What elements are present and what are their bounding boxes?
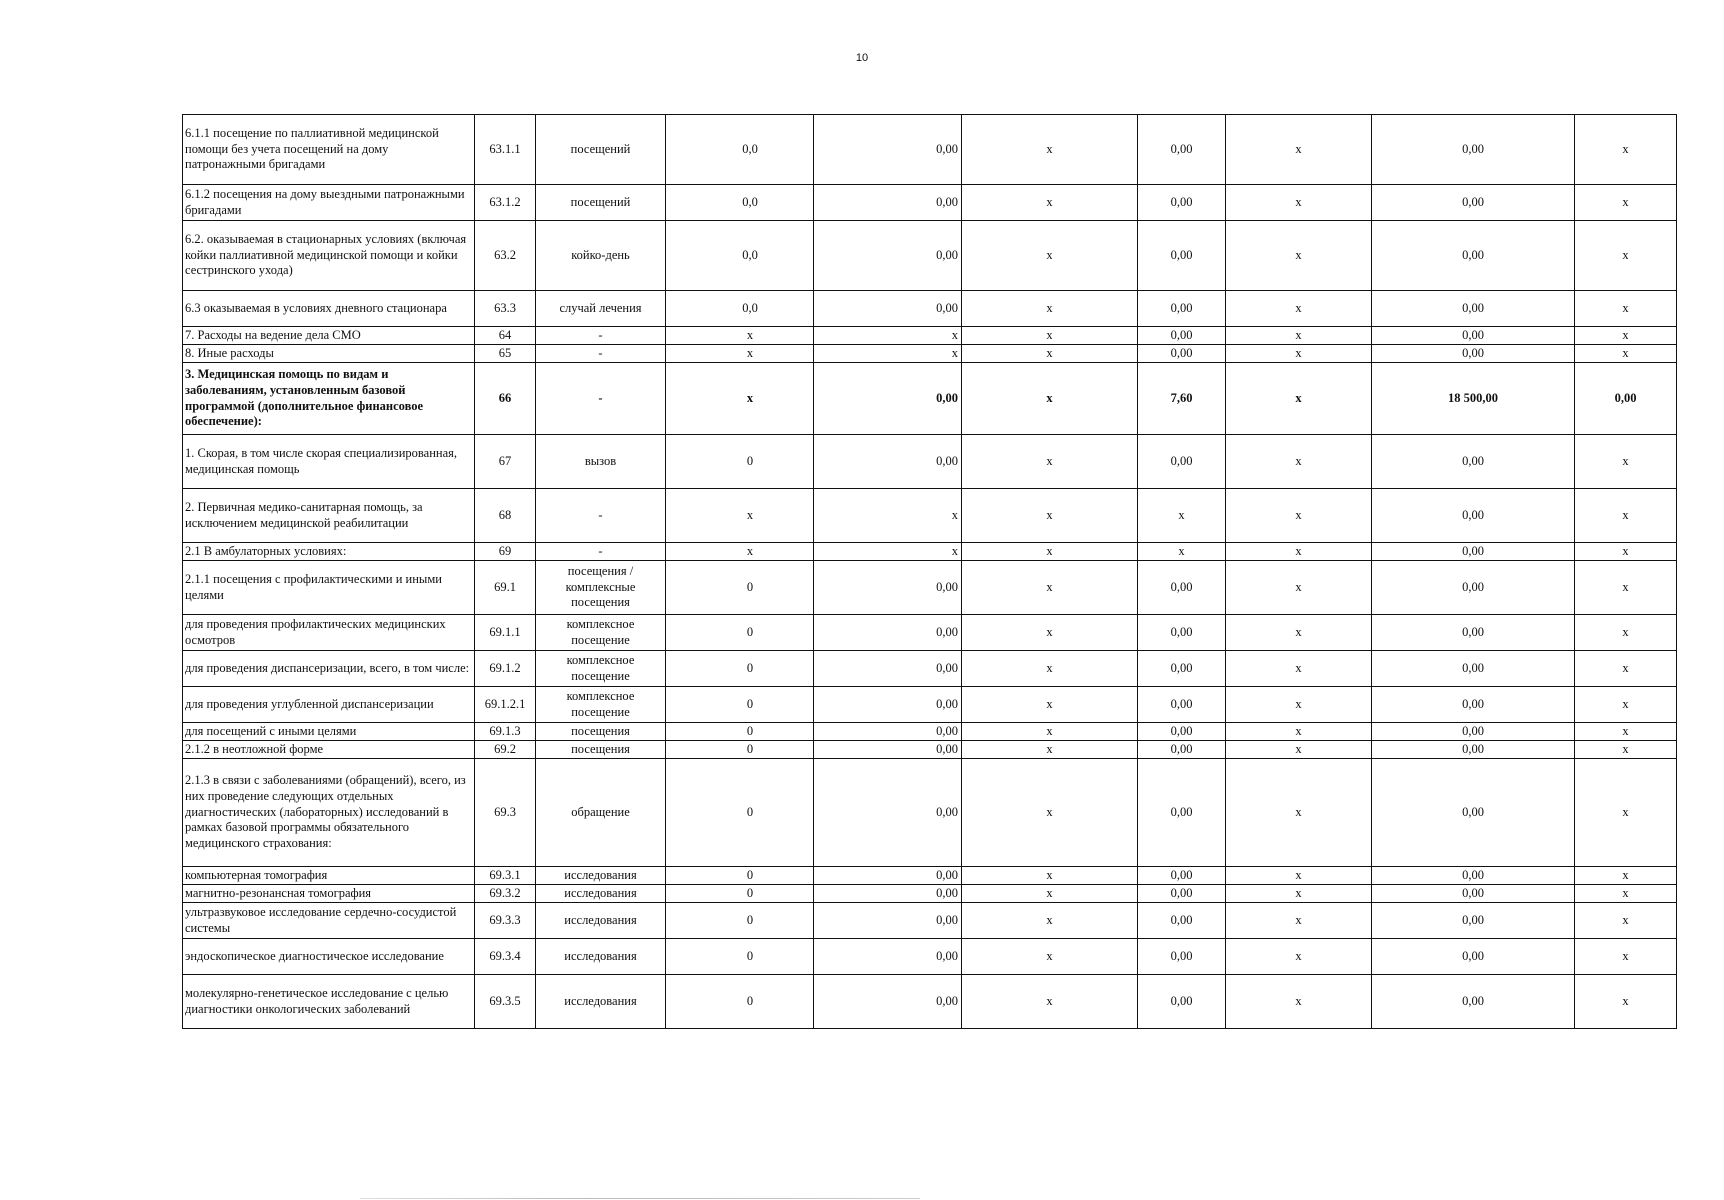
row-code-cell: 63.1.2 (475, 185, 536, 221)
row-code-cell: 69.3.5 (475, 975, 536, 1029)
row-col7-cell: 0,00 (1138, 759, 1226, 867)
row-code-cell: 69.3.2 (475, 885, 536, 903)
row-name-cell: 8. Иные расходы (183, 345, 475, 363)
table-row (183, 345, 1677, 363)
row-col8-cell: х (1226, 975, 1372, 1029)
row-col8-cell: х (1226, 759, 1372, 867)
row-col4-cell: х (666, 345, 814, 363)
row-col5-cell: х (814, 543, 962, 561)
row-col10-cell: х (1575, 345, 1677, 363)
table-row (183, 903, 1677, 939)
row-col8-cell: х (1226, 327, 1372, 345)
row-col6-cell: х (962, 687, 1138, 723)
row-col7-cell: 0,00 (1138, 185, 1226, 221)
financing-table (182, 114, 1677, 1029)
row-unit-cell: посещений (536, 115, 666, 185)
row-code-cell: 63.2 (475, 221, 536, 291)
row-name-cell: для проведения диспансеризации, всего, в том числе: (183, 651, 475, 687)
row-col10-cell: х (1575, 185, 1677, 221)
row-col9-cell: 0,00 (1372, 561, 1575, 615)
row-col4-cell: 0 (666, 903, 814, 939)
row-col9-cell: 0,00 (1372, 435, 1575, 489)
row-code-cell: 69.1.3 (475, 723, 536, 741)
row-col5-cell: 0,00 (814, 939, 962, 975)
row-name-cell: 2.1 В амбулаторных условиях: (183, 543, 475, 561)
row-code-cell: 69.3 (475, 759, 536, 867)
row-col6-cell: х (962, 651, 1138, 687)
row-unit-cell: посещения / комплексные посещения (536, 561, 666, 615)
row-name-cell: ультразвуковое исследование сердечно-сосудистой системы (183, 903, 475, 939)
row-name-cell: 6.1.1 посещение по паллиативной медицинской помощи без учета посещений на дому патронажными бригадами (183, 115, 475, 185)
row-col10-cell: х (1575, 115, 1677, 185)
row-col10-cell: х (1575, 221, 1677, 291)
row-col5-cell: 0,00 (814, 221, 962, 291)
row-code-cell: 69.1.1 (475, 615, 536, 651)
table-row (183, 651, 1677, 687)
row-col9-cell: 0,00 (1372, 975, 1575, 1029)
row-name-cell: молекулярно-генетическое исследование с целью диагностики онкологических заболеваний (183, 975, 475, 1029)
row-col4-cell: 0 (666, 759, 814, 867)
row-col8-cell: х (1226, 903, 1372, 939)
table-row (183, 185, 1677, 221)
row-unit-cell: случай лечения (536, 291, 666, 327)
row-col6-cell: х (962, 741, 1138, 759)
row-col9-cell: 0,00 (1372, 543, 1575, 561)
table-row (183, 221, 1677, 291)
row-col7-cell: 0,00 (1138, 221, 1226, 291)
row-col10-cell: х (1575, 885, 1677, 903)
row-col5-cell: 0,00 (814, 115, 962, 185)
row-col4-cell: 0 (666, 435, 814, 489)
row-col9-cell: 18 500,00 (1372, 363, 1575, 435)
row-name-cell: магнитно-резонансная томография (183, 885, 475, 903)
row-col8-cell: х (1226, 723, 1372, 741)
row-code-cell: 68 (475, 489, 536, 543)
row-col7-cell: 7,60 (1138, 363, 1226, 435)
table-row (183, 543, 1677, 561)
row-col6-cell: х (962, 345, 1138, 363)
row-col4-cell: 0 (666, 723, 814, 741)
row-col4-cell: 0,0 (666, 185, 814, 221)
row-unit-cell: - (536, 363, 666, 435)
table-row (183, 115, 1677, 185)
row-col8-cell: х (1226, 363, 1372, 435)
table-body (183, 115, 1677, 1029)
row-col10-cell: х (1575, 615, 1677, 651)
row-code-cell: 69 (475, 543, 536, 561)
row-col4-cell: 0 (666, 687, 814, 723)
row-code-cell: 67 (475, 435, 536, 489)
row-unit-cell: - (536, 327, 666, 345)
row-unit-cell: комплексное посещение (536, 615, 666, 651)
row-code-cell: 69.3.4 (475, 939, 536, 975)
row-code-cell: 69.2 (475, 741, 536, 759)
table-row (183, 615, 1677, 651)
row-col4-cell: 0 (666, 867, 814, 885)
page-number: 10 (855, 52, 869, 64)
row-col8-cell: х (1226, 885, 1372, 903)
row-col9-cell: 0,00 (1372, 345, 1575, 363)
row-col7-cell: 0,00 (1138, 741, 1226, 759)
row-col8-cell: х (1226, 543, 1372, 561)
row-name-cell: 6.2. оказываемая в стационарных условиях (включая койки паллиативной медицинской помощи и койки сестринского ухода) (183, 221, 475, 291)
row-col9-cell: 0,00 (1372, 759, 1575, 867)
row-col6-cell: х (962, 759, 1138, 867)
row-unit-cell: - (536, 345, 666, 363)
row-col10-cell: х (1575, 723, 1677, 741)
row-name-cell: 2. Первичная медико-санитарная помощь, за исключением медицинской реабилитации (183, 489, 475, 543)
row-col7-cell: 0,00 (1138, 115, 1226, 185)
row-col9-cell: 0,00 (1372, 885, 1575, 903)
row-col6-cell: х (962, 363, 1138, 435)
row-code-cell: 69.3.1 (475, 867, 536, 885)
row-col6-cell: х (962, 221, 1138, 291)
row-col6-cell: х (962, 115, 1138, 185)
row-col8-cell: х (1226, 345, 1372, 363)
row-unit-cell: койко-день (536, 221, 666, 291)
row-name-cell: 7. Расходы на ведение дела СМО (183, 327, 475, 345)
row-col7-cell: 0,00 (1138, 651, 1226, 687)
row-col9-cell: 0,00 (1372, 291, 1575, 327)
row-col6-cell: х (962, 327, 1138, 345)
table-row (183, 885, 1677, 903)
row-name-cell: 2.1.3 в связи с заболеваниями (обращений), всего, из них проведение следующих отдельных диагностических (лабораторных) исследований в рамках базовой программы обязательного медицинского страхования: (183, 759, 475, 867)
row-name-cell: для проведения углубленной диспансеризации (183, 687, 475, 723)
row-col7-cell: 0,00 (1138, 939, 1226, 975)
row-col10-cell: х (1575, 651, 1677, 687)
row-col10-cell: х (1575, 327, 1677, 345)
row-col7-cell: 0,00 (1138, 615, 1226, 651)
row-col4-cell: 0 (666, 561, 814, 615)
row-col5-cell: х (814, 345, 962, 363)
row-col8-cell: х (1226, 435, 1372, 489)
row-col7-cell: 0,00 (1138, 327, 1226, 345)
row-col6-cell: х (962, 543, 1138, 561)
row-col5-cell: 0,00 (814, 885, 962, 903)
row-col8-cell: х (1226, 651, 1372, 687)
row-unit-cell: комплексное посещение (536, 687, 666, 723)
row-col9-cell: 0,00 (1372, 115, 1575, 185)
row-col6-cell: х (962, 975, 1138, 1029)
row-col7-cell: 0,00 (1138, 867, 1226, 885)
row-name-cell: 3. Медицинская помощь по видам и заболеваниям, установленным базовой программой (дополнительное финансовое обеспечение): (183, 363, 475, 435)
row-col10-cell: х (1575, 975, 1677, 1029)
row-col5-cell: 0,00 (814, 867, 962, 885)
row-name-cell: 2.1.2 в неотложной форме (183, 741, 475, 759)
row-code-cell: 63.1.1 (475, 115, 536, 185)
row-col6-cell: х (962, 435, 1138, 489)
row-col4-cell: 0 (666, 939, 814, 975)
table-row (183, 687, 1677, 723)
row-col7-cell: 0,00 (1138, 561, 1226, 615)
table-row (183, 291, 1677, 327)
table-row (183, 327, 1677, 345)
row-code-cell: 69.3.3 (475, 903, 536, 939)
row-col4-cell: 0 (666, 651, 814, 687)
table-row (183, 867, 1677, 885)
row-col9-cell: 0,00 (1372, 615, 1575, 651)
row-col10-cell: 0,00 (1575, 363, 1677, 435)
row-unit-cell: посещения (536, 723, 666, 741)
row-unit-cell: исследования (536, 885, 666, 903)
row-col8-cell: х (1226, 115, 1372, 185)
row-col9-cell: 0,00 (1372, 185, 1575, 221)
row-col5-cell: х (814, 489, 962, 543)
row-col5-cell: 0,00 (814, 759, 962, 867)
row-col5-cell: 0,00 (814, 723, 962, 741)
row-col10-cell: х (1575, 903, 1677, 939)
row-col5-cell: 0,00 (814, 615, 962, 651)
row-col6-cell: х (962, 939, 1138, 975)
row-col7-cell: х (1138, 543, 1226, 561)
row-col9-cell: 0,00 (1372, 651, 1575, 687)
row-unit-cell: комплексное посещение (536, 651, 666, 687)
row-col10-cell: х (1575, 435, 1677, 489)
row-col9-cell: 0,00 (1372, 327, 1575, 345)
table-row (183, 363, 1677, 435)
row-col10-cell: х (1575, 543, 1677, 561)
row-col7-cell: х (1138, 489, 1226, 543)
row-col8-cell: х (1226, 291, 1372, 327)
row-col8-cell: х (1226, 939, 1372, 975)
row-col4-cell: 0,0 (666, 115, 814, 185)
row-col7-cell: 0,00 (1138, 885, 1226, 903)
row-col7-cell: 0,00 (1138, 345, 1226, 363)
row-col5-cell: 0,00 (814, 363, 962, 435)
row-col6-cell: х (962, 489, 1138, 543)
row-unit-cell: посещения (536, 741, 666, 759)
row-code-cell: 66 (475, 363, 536, 435)
row-col9-cell: 0,00 (1372, 489, 1575, 543)
row-col5-cell: 0,00 (814, 741, 962, 759)
row-unit-cell: исследования (536, 939, 666, 975)
row-code-cell: 69.1 (475, 561, 536, 615)
row-col5-cell: 0,00 (814, 185, 962, 221)
row-code-cell: 64 (475, 327, 536, 345)
row-col8-cell: х (1226, 687, 1372, 723)
row-col10-cell: х (1575, 939, 1677, 975)
row-unit-cell: исследования (536, 975, 666, 1029)
row-col10-cell: х (1575, 561, 1677, 615)
row-name-cell: 2.1.1 посещения с профилактическими и иными целями (183, 561, 475, 615)
row-col6-cell: х (962, 615, 1138, 651)
row-col8-cell: х (1226, 615, 1372, 651)
row-col5-cell: 0,00 (814, 435, 962, 489)
row-name-cell: эндоскопическое диагностическое исследование (183, 939, 475, 975)
row-col9-cell: 0,00 (1372, 903, 1575, 939)
row-name-cell: компьютерная томография (183, 867, 475, 885)
row-col4-cell: 0 (666, 615, 814, 651)
row-col8-cell: х (1226, 867, 1372, 885)
table-row (183, 939, 1677, 975)
row-col10-cell: х (1575, 291, 1677, 327)
row-col5-cell: 0,00 (814, 561, 962, 615)
row-unit-cell: исследования (536, 867, 666, 885)
row-col7-cell: 0,00 (1138, 435, 1226, 489)
table-row (183, 741, 1677, 759)
row-code-cell: 69.1.2.1 (475, 687, 536, 723)
row-unit-cell: вызов (536, 435, 666, 489)
row-col7-cell: 0,00 (1138, 903, 1226, 939)
row-code-cell: 69.1.2 (475, 651, 536, 687)
row-code-cell: 65 (475, 345, 536, 363)
row-unit-cell: обращение (536, 759, 666, 867)
row-code-cell: 63.3 (475, 291, 536, 327)
row-col4-cell: х (666, 489, 814, 543)
row-unit-cell: исследования (536, 903, 666, 939)
row-col9-cell: 0,00 (1372, 221, 1575, 291)
row-col5-cell: 0,00 (814, 687, 962, 723)
table-row (183, 759, 1677, 867)
table-row (183, 435, 1677, 489)
row-unit-cell: - (536, 489, 666, 543)
row-col9-cell: 0,00 (1372, 867, 1575, 885)
row-col9-cell: 0,00 (1372, 723, 1575, 741)
table-row (183, 975, 1677, 1029)
row-col4-cell: 0 (666, 741, 814, 759)
row-col4-cell: х (666, 327, 814, 345)
row-col5-cell: 0,00 (814, 291, 962, 327)
row-unit-cell: - (536, 543, 666, 561)
row-col9-cell: 0,00 (1372, 939, 1575, 975)
row-col10-cell: х (1575, 489, 1677, 543)
table-row (183, 489, 1677, 543)
row-unit-cell: посещений (536, 185, 666, 221)
row-col7-cell: 0,00 (1138, 291, 1226, 327)
row-col5-cell: 0,00 (814, 651, 962, 687)
row-col4-cell: х (666, 543, 814, 561)
row-col7-cell: 0,00 (1138, 723, 1226, 741)
row-col4-cell: 0 (666, 975, 814, 1029)
row-col6-cell: х (962, 885, 1138, 903)
row-col6-cell: х (962, 723, 1138, 741)
row-col7-cell: 0,00 (1138, 687, 1226, 723)
row-col9-cell: 0,00 (1372, 741, 1575, 759)
row-col8-cell: х (1226, 185, 1372, 221)
row-col8-cell: х (1226, 221, 1372, 291)
row-col4-cell: 0 (666, 885, 814, 903)
table-row (183, 561, 1677, 615)
row-name-cell: для проведения профилактических медицинских осмотров (183, 615, 475, 651)
row-col4-cell: х (666, 363, 814, 435)
row-col6-cell: х (962, 867, 1138, 885)
row-col8-cell: х (1226, 561, 1372, 615)
row-col10-cell: х (1575, 687, 1677, 723)
row-col5-cell: х (814, 327, 962, 345)
row-col9-cell: 0,00 (1372, 687, 1575, 723)
row-name-cell: 6.3 оказываемая в условиях дневного стационара (183, 291, 475, 327)
row-col10-cell: х (1575, 759, 1677, 867)
row-col8-cell: х (1226, 489, 1372, 543)
row-col6-cell: х (962, 291, 1138, 327)
table-row (183, 723, 1677, 741)
row-col6-cell: х (962, 561, 1138, 615)
row-col4-cell: 0,0 (666, 221, 814, 291)
row-col6-cell: х (962, 903, 1138, 939)
row-col5-cell: 0,00 (814, 903, 962, 939)
row-col4-cell: 0,0 (666, 291, 814, 327)
row-col8-cell: х (1226, 741, 1372, 759)
row-col10-cell: х (1575, 741, 1677, 759)
row-col10-cell: х (1575, 867, 1677, 885)
row-col6-cell: х (962, 185, 1138, 221)
row-col5-cell: 0,00 (814, 975, 962, 1029)
row-col7-cell: 0,00 (1138, 975, 1226, 1029)
row-name-cell: 1. Скорая, в том числе скорая специализированная, медицинская помощь (183, 435, 475, 489)
row-name-cell: 6.1.2 посещения на дому выездными патронажными бригадами (183, 185, 475, 221)
row-name-cell: для посещений с иными целями (183, 723, 475, 741)
scan-artifact (360, 1198, 920, 1199)
